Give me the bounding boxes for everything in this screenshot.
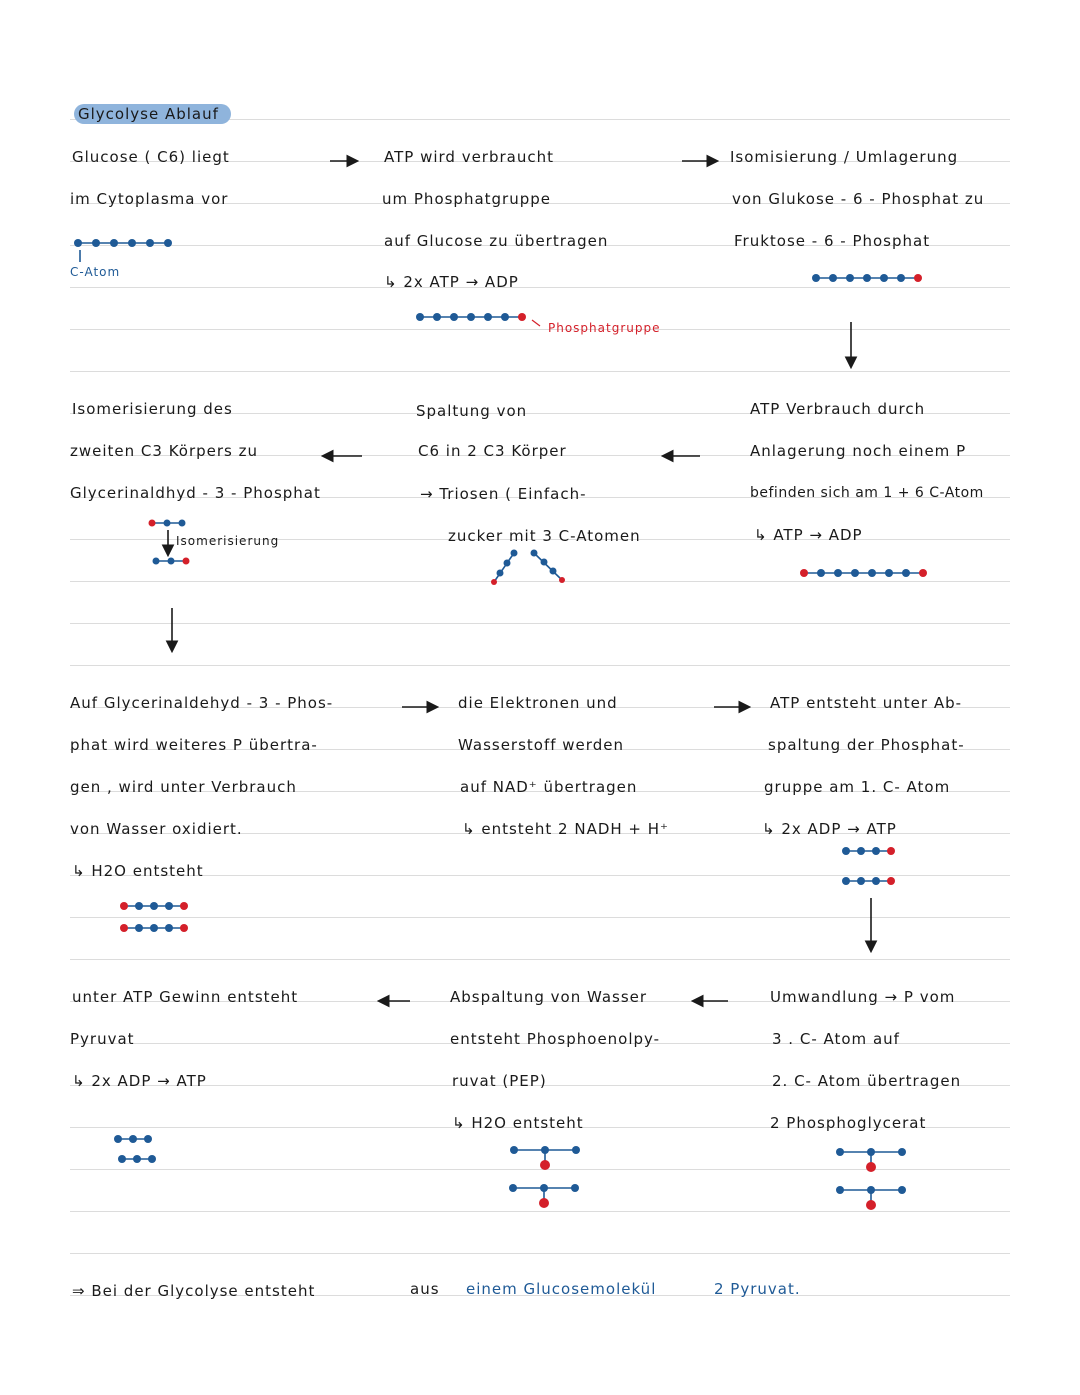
carbon-atom bbox=[450, 313, 458, 321]
carbon-atom bbox=[897, 274, 905, 282]
step10-text: 2 Phosphoglycerat bbox=[770, 1114, 927, 1132]
phosphate-group bbox=[866, 1162, 876, 1172]
carbon-atom bbox=[531, 550, 538, 557]
phosphate-group bbox=[180, 902, 188, 910]
step5-text: Spaltung von bbox=[416, 402, 528, 420]
step10-text: 3 . C- Atom auf bbox=[772, 1030, 900, 1048]
carbon-atom bbox=[872, 847, 880, 855]
phosphate-group bbox=[919, 569, 927, 577]
carbon-atom bbox=[74, 239, 82, 247]
carbon-atom bbox=[880, 274, 888, 282]
bond bbox=[494, 553, 514, 582]
step4-text: ATP Verbrauch durch bbox=[750, 400, 926, 418]
carbon-atom bbox=[817, 569, 825, 577]
carbon-atom bbox=[165, 924, 173, 932]
step8-text: die Elektronen und bbox=[458, 694, 618, 712]
carbon-atom bbox=[540, 1184, 548, 1192]
step10-text: 2. C- Atom übertragen bbox=[772, 1072, 962, 1090]
step9-text: gruppe am 1. C- Atom bbox=[764, 778, 951, 796]
step7-text: ↳ H2O entsteht bbox=[72, 862, 204, 880]
carbon-atom bbox=[416, 313, 424, 321]
phosphate-group bbox=[491, 579, 497, 585]
carbon-atom bbox=[541, 1146, 549, 1154]
step11-text: ↳ H2O entsteht bbox=[452, 1114, 584, 1132]
phosphate-group bbox=[866, 1200, 876, 1210]
carbon-atom bbox=[128, 239, 136, 247]
carbon-atom bbox=[118, 1155, 126, 1163]
carbon-atom bbox=[898, 1148, 906, 1156]
carbon-atom bbox=[851, 569, 859, 577]
carbon-atom bbox=[501, 313, 509, 321]
carbon-atom bbox=[868, 569, 876, 577]
step12-text: ↳ 2x ADP → ATP bbox=[72, 1072, 207, 1090]
carbon-atom bbox=[550, 568, 557, 575]
carbon-atom bbox=[135, 902, 143, 910]
carbon-atom bbox=[148, 1155, 156, 1163]
step2-text: ↳ 2x ATP → ADP bbox=[384, 273, 519, 291]
carbon-atom bbox=[572, 1146, 580, 1154]
carbon-atom bbox=[885, 569, 893, 577]
carbon-atom bbox=[812, 274, 820, 282]
step5-text: zucker mit 3 C-Atomen bbox=[448, 527, 641, 545]
carbon-atom bbox=[511, 550, 518, 557]
step2-text: auf Glucose zu übertragen bbox=[384, 232, 609, 250]
carbon-atom bbox=[509, 1184, 517, 1192]
carbon-atom bbox=[902, 569, 910, 577]
phosphate-group bbox=[518, 313, 526, 321]
c-atom-label: C-Atom bbox=[70, 265, 121, 279]
carbon-atom bbox=[467, 313, 475, 321]
carbon-atom bbox=[829, 274, 837, 282]
carbon-atom bbox=[92, 239, 100, 247]
carbon-atom bbox=[898, 1186, 906, 1194]
step6-text: zweiten C3 Körpers zu bbox=[70, 442, 259, 460]
step12-text: unter ATP Gewinn entsteht bbox=[72, 988, 299, 1006]
flow-arrow bbox=[532, 320, 540, 326]
step9-text: ATP entsteht unter Ab- bbox=[770, 694, 963, 712]
carbon-atom bbox=[150, 924, 158, 932]
phosphate-group bbox=[540, 1160, 550, 1170]
step4-text: Anlagerung noch einem P bbox=[750, 442, 967, 460]
phosphate-group bbox=[800, 569, 808, 577]
carbon-atom bbox=[834, 569, 842, 577]
carbon-atom bbox=[144, 1135, 152, 1143]
carbon-atom bbox=[129, 1135, 137, 1143]
phosphate-group bbox=[120, 902, 128, 910]
carbon-atom bbox=[114, 1135, 122, 1143]
step7-text: phat wird weiteres P übertra- bbox=[70, 736, 318, 754]
phosphate-group bbox=[539, 1198, 549, 1208]
carbon-atom bbox=[484, 313, 492, 321]
step6-text: Glycerinaldhyd - 3 - Phosphat bbox=[70, 484, 321, 502]
conclusion-text: aus bbox=[410, 1280, 440, 1298]
step11-text: ruvat (PEP) bbox=[452, 1072, 547, 1090]
carbon-atom bbox=[150, 902, 158, 910]
carbon-atom bbox=[497, 570, 504, 577]
step3-text: Isomisierung / Umlagerung bbox=[730, 148, 959, 166]
step11-text: entsteht Phosphoenolpy- bbox=[450, 1030, 661, 1048]
phosphate-label: Phosphatgruppe bbox=[548, 321, 661, 335]
carbon-atom bbox=[133, 1155, 141, 1163]
carbon-atom bbox=[110, 239, 118, 247]
carbon-atom bbox=[541, 559, 548, 566]
carbon-atom bbox=[842, 877, 850, 885]
step4-text: ↳ ATP → ADP bbox=[754, 526, 863, 544]
step8-text: auf NAD⁺ übertragen bbox=[460, 778, 638, 796]
carbon-atom bbox=[504, 560, 511, 567]
phosphate-group bbox=[887, 877, 895, 885]
carbon-atom bbox=[433, 313, 441, 321]
step3-text: von Glukose - 6 - Phosphat zu bbox=[732, 190, 985, 208]
phosphate-group bbox=[149, 520, 156, 527]
carbon-atom bbox=[164, 520, 171, 527]
step5-text: C6 in 2 C3 Körper bbox=[418, 442, 567, 460]
step2-text: ATP wird verbraucht bbox=[384, 148, 554, 166]
step11-text: Abspaltung von Wasser bbox=[450, 988, 648, 1006]
carbon-atom bbox=[836, 1186, 844, 1194]
page-title: Glycolyse Ablauf bbox=[74, 104, 231, 124]
carbon-atom bbox=[846, 274, 854, 282]
step10-text: Umwandlung → P vom bbox=[770, 988, 956, 1006]
step2-text: um Phosphatgruppe bbox=[382, 190, 551, 208]
carbon-atom bbox=[153, 558, 160, 565]
step7-text: Auf Glycerinaldehyd - 3 - Phos- bbox=[70, 694, 334, 712]
phosphate-group bbox=[180, 924, 188, 932]
step6-text: Isomerisierung des bbox=[72, 400, 233, 418]
step8-text: ↳ entsteht 2 NADH + H⁺ bbox=[462, 820, 669, 838]
conclusion-highlight: einem Glucosemolekül bbox=[466, 1280, 657, 1298]
step9-text: spaltung der Phosphat- bbox=[768, 736, 965, 754]
phosphate-group bbox=[914, 274, 922, 282]
bond bbox=[534, 553, 562, 580]
isomerisation-label: Isomerisierung bbox=[176, 534, 280, 548]
step1-text: im Cytoplasma vor bbox=[70, 190, 229, 208]
carbon-atom bbox=[510, 1146, 518, 1154]
carbon-atom bbox=[867, 1148, 875, 1156]
conclusion-highlight: 2 Pyruvat. bbox=[714, 1280, 801, 1298]
carbon-atom bbox=[179, 520, 186, 527]
carbon-atom bbox=[146, 239, 154, 247]
carbon-atom bbox=[836, 1148, 844, 1156]
phosphate-group bbox=[559, 577, 565, 583]
carbon-atom bbox=[867, 1186, 875, 1194]
step7-text: gen , wird unter Verbrauch bbox=[70, 778, 297, 796]
step3-text: Fruktose - 6 - Phosphat bbox=[734, 232, 931, 250]
step4-text: befinden sich am 1 + 6 C-Atom bbox=[750, 485, 984, 501]
step1-text: Glucose ( C6) liegt bbox=[72, 148, 230, 166]
step12-text: Pyruvat bbox=[70, 1030, 135, 1048]
step5-text: → Triosen ( Einfach- bbox=[420, 485, 587, 503]
step9-text: ↳ 2x ADP → ATP bbox=[762, 820, 897, 838]
carbon-atom bbox=[872, 877, 880, 885]
step8-text: Wasserstoff werden bbox=[458, 736, 624, 754]
carbon-atom bbox=[135, 924, 143, 932]
carbon-atom bbox=[857, 877, 865, 885]
carbon-atom bbox=[164, 239, 172, 247]
step7-text: von Wasser oxidiert. bbox=[70, 820, 243, 838]
carbon-atom bbox=[863, 274, 871, 282]
phosphate-group bbox=[120, 924, 128, 932]
carbon-atom bbox=[842, 847, 850, 855]
phosphate-group bbox=[183, 558, 190, 565]
carbon-atom bbox=[165, 902, 173, 910]
carbon-atom bbox=[571, 1184, 579, 1192]
carbon-atom bbox=[168, 558, 175, 565]
carbon-atom bbox=[857, 847, 865, 855]
conclusion-text: ⇒ Bei der Glycolyse entsteht bbox=[72, 1282, 316, 1300]
phosphate-group bbox=[887, 847, 895, 855]
